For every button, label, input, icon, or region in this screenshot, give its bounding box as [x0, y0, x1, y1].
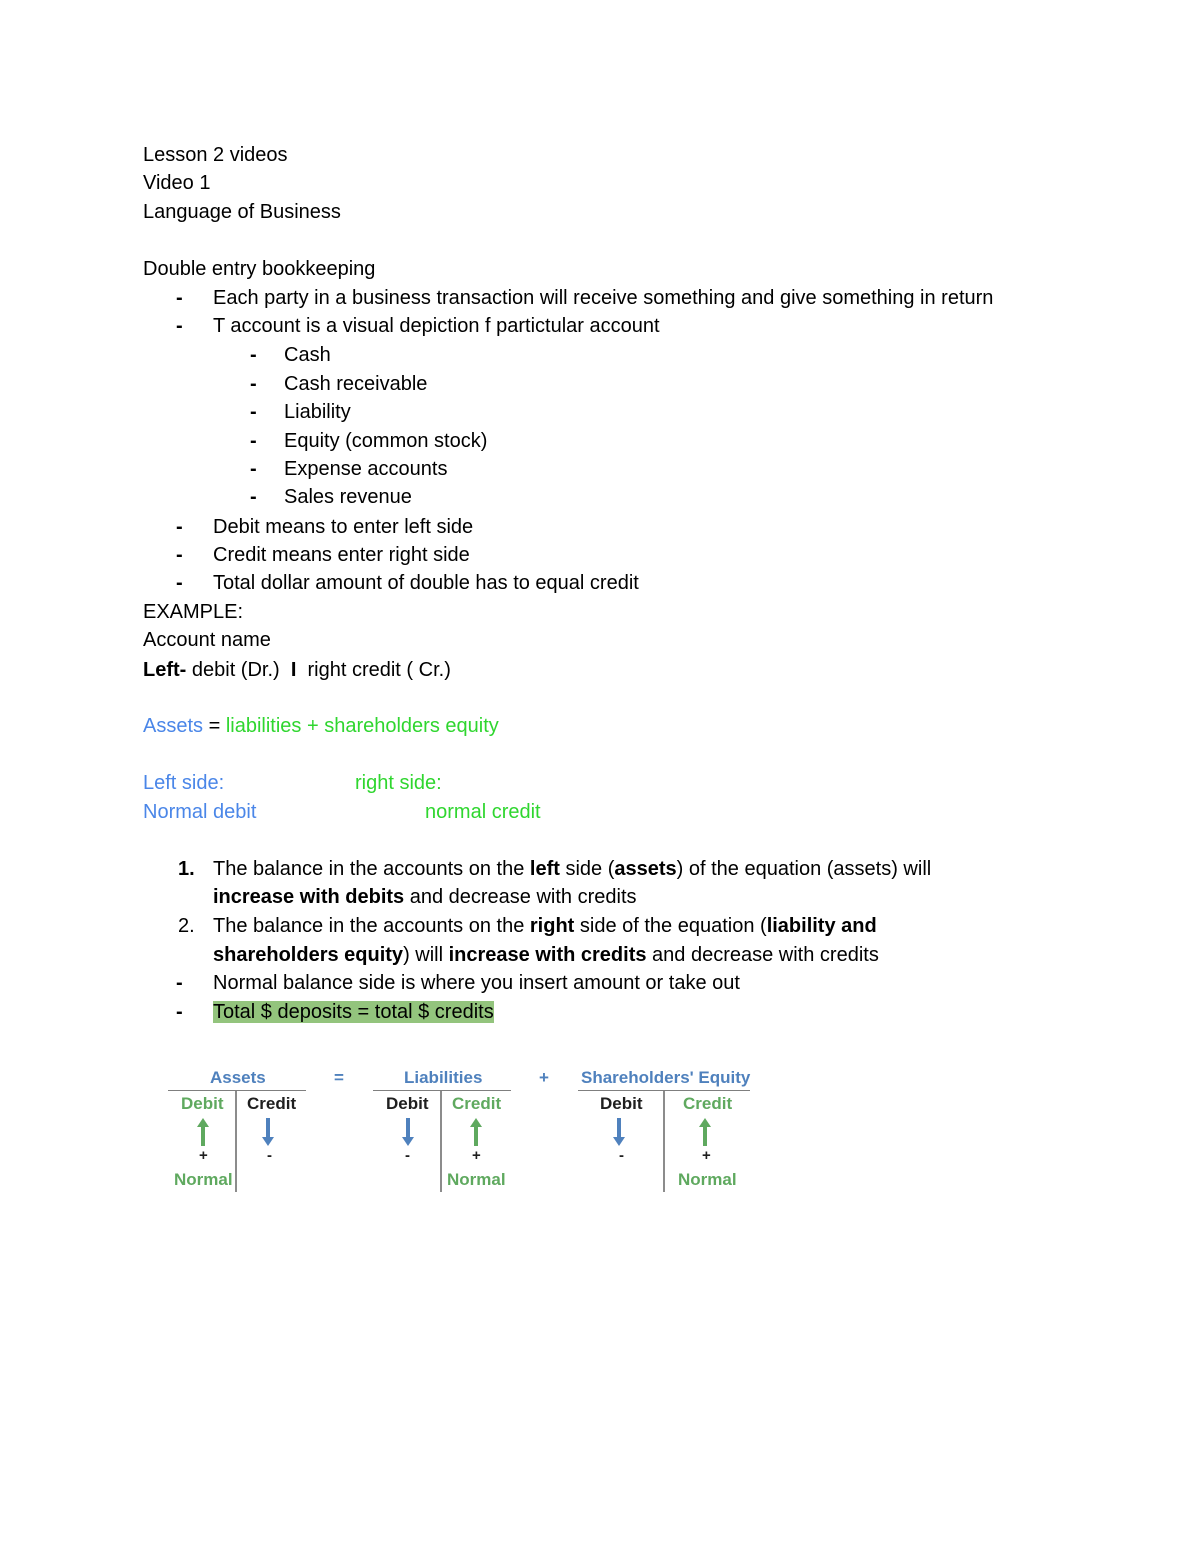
t-account-divider	[235, 1091, 237, 1192]
sub-bullet-dash: -	[250, 458, 257, 480]
bullet-text: Credit means enter right side	[213, 544, 470, 566]
lesson-title: Lesson 2 videos	[143, 144, 288, 166]
video-title: Video 1	[143, 172, 211, 194]
rule-text: and decrease with credits	[404, 886, 637, 908]
assets-debit-label: Debit	[181, 1094, 224, 1113]
bullet-dash: -	[176, 572, 183, 594]
equity-credit-label: Credit	[683, 1094, 733, 1113]
left-side-label: Left side:	[143, 772, 225, 794]
down-arrow-icon	[612, 1117, 626, 1147]
t-account-top-line	[373, 1090, 511, 1091]
figure-liabilities-header: Liabilities	[404, 1068, 483, 1087]
normal-debit-label: Normal debit	[143, 801, 257, 823]
figure-assets-header: Assets	[210, 1068, 266, 1087]
normal-balance-note: Normal balance side is where you insert amount or take out	[213, 972, 740, 994]
figure-equals: =	[334, 1068, 344, 1087]
left-prefix: Left-	[143, 659, 187, 681]
sub-bullet-text: Liability	[284, 401, 351, 423]
minus-sign: -	[405, 1147, 410, 1164]
minus-sign: -	[619, 1147, 624, 1164]
rule-text: ) of the equation (assets) will	[676, 858, 932, 880]
rule-1-line-1	[213, 857, 931, 881]
bullet-text: T account is a visual depiction f partictular account	[213, 315, 660, 337]
left-text: debit (Dr.)	[186, 659, 291, 681]
bullet-dash: -	[176, 287, 183, 309]
rule-bold: liability and	[766, 915, 877, 937]
rule-text: and decrease with credits	[646, 944, 879, 966]
assets-credit-label: Credit	[247, 1094, 297, 1113]
section-title: Double entry bookkeeping	[143, 258, 376, 280]
bullet-dash: -	[176, 1001, 183, 1023]
figure-plus: +	[539, 1068, 549, 1087]
list-number: 2.	[178, 915, 195, 937]
bullet-text: Debit means to enter left side	[213, 516, 474, 538]
t-account-top-line	[168, 1090, 306, 1091]
separator: I	[290, 659, 297, 681]
rule-1-line-2	[213, 885, 637, 909]
bullet-dash: -	[176, 516, 183, 538]
equation-equals: =	[203, 715, 226, 737]
up-arrow-icon	[698, 1117, 712, 1147]
t-account-divider	[440, 1091, 442, 1192]
bullet-dash: -	[176, 972, 183, 994]
rule-2-line-1	[213, 914, 877, 938]
rule-bold: left	[529, 858, 560, 880]
topic-title: Language of Business	[143, 201, 341, 223]
right-text: right credit ( Cr.)	[296, 659, 451, 681]
down-arrow-icon	[401, 1117, 415, 1147]
rule-bold: assets	[614, 858, 677, 880]
sub-bullet-dash: -	[250, 430, 257, 452]
up-arrow-icon	[196, 1117, 210, 1147]
sub-bullet-text: Equity (common stock)	[284, 430, 488, 452]
rule-text: The balance in the accounts on the	[213, 858, 530, 880]
account-name: Account name	[143, 629, 271, 651]
sub-bullet-text: Cash	[284, 344, 331, 366]
example-label: EXAMPLE:	[143, 601, 244, 623]
highlighted-total: Total $ deposits = total $ credits	[213, 1001, 494, 1023]
sub-bullet-dash: -	[250, 344, 257, 366]
rule-bold: increase with credits	[448, 944, 647, 966]
down-arrow-icon	[261, 1117, 275, 1147]
plus-sign: +	[472, 1147, 481, 1164]
figure-equity-header: Shareholders' Equity	[581, 1068, 751, 1087]
assets-normal-label: Normal	[174, 1170, 233, 1189]
sub-bullet-dash: -	[250, 401, 257, 423]
plus-sign: +	[702, 1147, 711, 1164]
rule-bold: shareholders equity	[213, 944, 404, 966]
liabilities-credit-label: Credit	[452, 1094, 502, 1113]
t-account-divider	[663, 1091, 665, 1192]
bullet-text: Each party in a business transaction will receive something and give something in return	[213, 287, 994, 309]
accounting-equation	[143, 714, 499, 738]
rule-text: side of the equation (	[574, 915, 767, 937]
rule-bold: right	[529, 915, 575, 937]
normal-credit-label: normal credit	[425, 801, 541, 823]
rule-text: ) will	[403, 944, 449, 966]
rule-2-line-2	[213, 943, 879, 967]
equation-rhs: liabilities + shareholders equity	[225, 715, 499, 737]
equity-normal-label: Normal	[678, 1170, 737, 1189]
right-side-label: right side:	[355, 772, 442, 794]
liabilities-debit-label: Debit	[386, 1094, 429, 1113]
debit-credit-line	[143, 658, 451, 682]
sub-bullet-text: Sales revenue	[284, 486, 412, 508]
up-arrow-icon	[469, 1117, 483, 1147]
list-number: 1.	[178, 858, 195, 880]
sub-bullet-dash: -	[250, 373, 257, 395]
total-note	[213, 1000, 494, 1024]
minus-sign: -	[267, 1147, 272, 1164]
bullet-text: Total dollar amount of double has to equal credit	[213, 572, 639, 594]
sub-bullet-dash: -	[250, 486, 257, 508]
equity-debit-label: Debit	[600, 1094, 643, 1113]
sub-bullet-text: Cash receivable	[284, 373, 428, 395]
plus-sign: +	[199, 1147, 208, 1164]
sub-bullet-text: Expense accounts	[284, 458, 448, 480]
rule-bold: increase with debits	[213, 886, 405, 908]
rule-text: side (	[559, 858, 615, 880]
bullet-dash: -	[176, 315, 183, 337]
rule-text: The balance in the accounts on the	[213, 915, 530, 937]
equation-assets: Assets	[143, 715, 204, 737]
liabilities-normal-label: Normal	[447, 1170, 506, 1189]
bullet-dash: -	[176, 544, 183, 566]
